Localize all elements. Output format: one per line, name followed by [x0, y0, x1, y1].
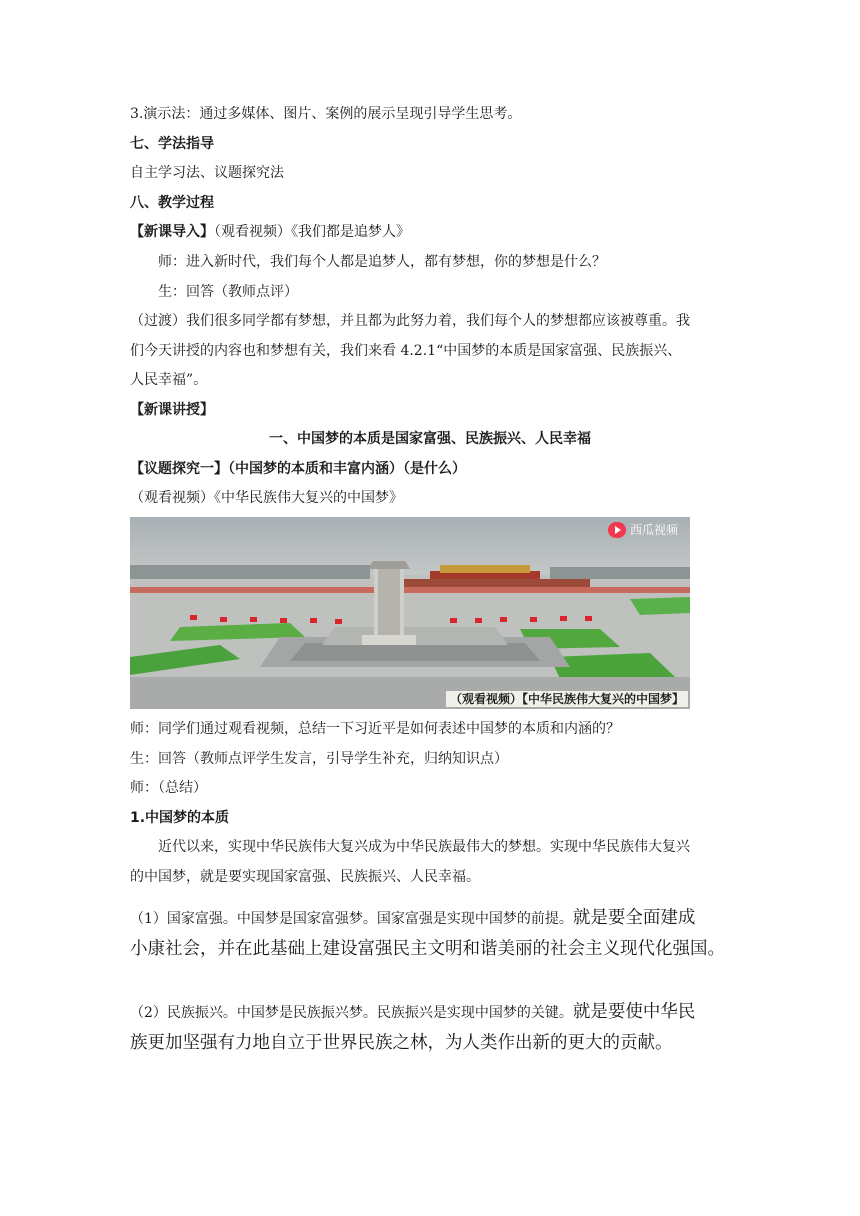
point-2-line-2: 族更加坚强有力地自立于世界民族之林，为人类作出新的更大的贡献。 — [130, 1033, 673, 1053]
student-answer-1: 生：回答（教师点评） — [158, 284, 298, 300]
point-1-large: 就是要全面建成 — [572, 908, 696, 928]
transition-line-1: （过渡）我们很多同学都有梦想，并且都为此努力着，我们每个人的梦想都应该被尊重。我 — [130, 313, 690, 329]
play-icon — [608, 522, 626, 538]
xigua-video-logo — [608, 521, 678, 538]
intro-video: （观看视频）《我们都是追梦人》 — [214, 224, 410, 240]
intro-heading: 【新课导入】 — [130, 224, 214, 240]
intro-line — [130, 222, 410, 242]
heading-essence: 1.中国梦的本质 — [130, 810, 230, 826]
essence-paragraph-2: 的中国梦，就是要实现国家富强、民族振兴、人民幸福。 — [130, 869, 480, 885]
teacher-question-2: 师：同学们通过观看视频，总结一下习近平是如何表述中国梦的本质和内涵的？ — [130, 721, 620, 737]
teacher-summary: 师：（总结） — [130, 780, 207, 796]
section-title-1: 一、中国梦的本质是国家富强、民族振兴、人民幸福 — [269, 431, 591, 447]
point-2-large: 就是要使中华民 — [572, 1002, 696, 1022]
transition-line-3: 人民幸福”。 — [130, 372, 208, 388]
watch-video-line: （观看视频）《中华民族伟大复兴的中国梦》 — [130, 490, 403, 506]
teacher-question-1: 师：进入新时代，我们每个人都是追梦人，都有梦想，你的梦想是什么？ — [158, 254, 606, 270]
heading-teaching-process: 八、教学过程 — [130, 195, 214, 211]
transition-line-2: 们今天讲授的内容也和梦想有关，我们来看 4.2.1“中国梦的本质是国家富强、民族振兴、 — [130, 343, 682, 359]
point-1-small: （1）国家富强。中国梦是国家富强梦。国家富强是实现中国梦的前提。 — [130, 911, 573, 927]
tiananmen-square-image — [130, 517, 690, 709]
video-screenshot[interactable] — [130, 517, 690, 709]
student-answer-2: 生：回答（教师点评学生发言，引导学生补充，归纳知识点） — [130, 751, 508, 767]
essence-paragraph-1: 近代以来，实现中华民族伟大复兴成为中华民族最伟大的梦想。实现中华民族伟大复兴 — [158, 839, 690, 855]
point-1-line-1 — [130, 906, 695, 931]
point-2-line-1 — [130, 1000, 695, 1025]
logo-text: 西瓜视频 — [629, 523, 678, 537]
point-1-line-2: 小康社会，并在此基础上建设富强民主文明和谐美丽的社会主义现代化强国。 — [130, 939, 725, 959]
topic-inquiry-1: 【议题探究一】（中国梦的本质和丰富内涵）（是什么） — [130, 461, 466, 477]
video-caption: （观看视频）【中华民族伟大复兴的中国梦】 — [446, 691, 688, 707]
point-2-small: （2）民族振兴。中国梦是民族振兴梦。民族振兴是实现中国梦的关键。 — [130, 1005, 573, 1021]
method-demo-line: 3.演示法：通过多媒体、图片、案例的展示呈现引导学生思考。 — [130, 106, 522, 122]
heading-new-lesson: 【新课讲授】 — [130, 402, 214, 418]
heading-learning-guide: 七、学法指导 — [130, 136, 214, 152]
learning-methods-line: 自主学习法、议题探究法 — [130, 165, 284, 181]
